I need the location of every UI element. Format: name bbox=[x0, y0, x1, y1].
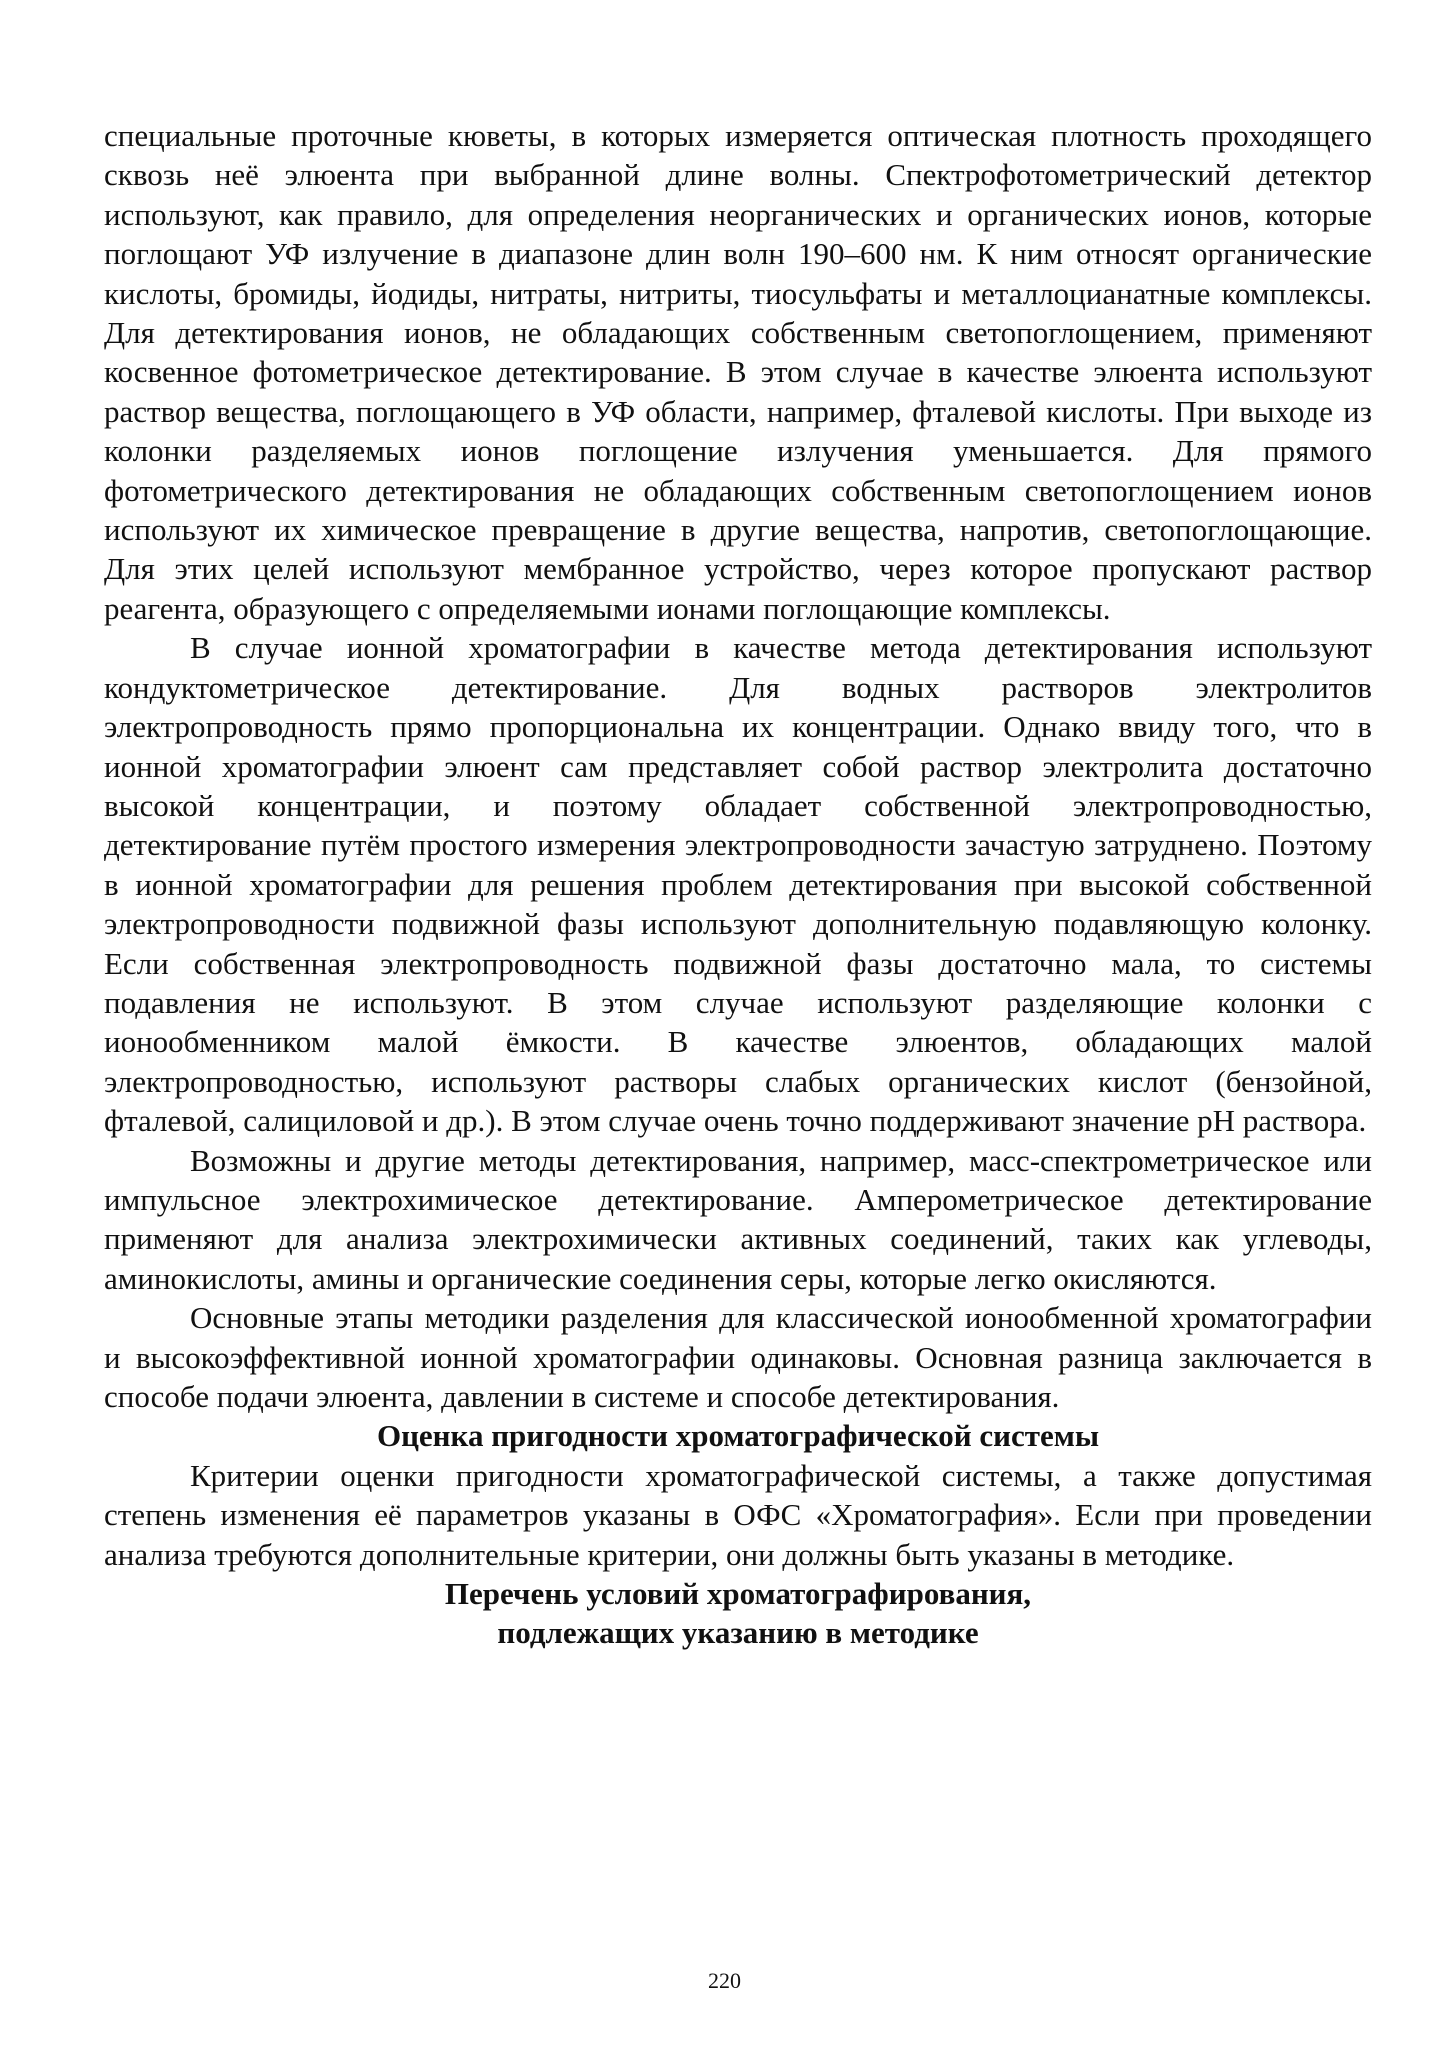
paragraph-other-detection-methods: Возможны и другие методы детектирования, например, масс-спектрометрическое или импульсное электрохимическое детектирование. Амперометрическое детектирование применяют для анализа электрохимически активных соединений, таких как углеводы, аминокислоты, амины и органические соединения серы, которые легко окисляются. bbox=[104, 1142, 1372, 1296]
paragraph-suitability-criteria: Критерии оценки пригодности хроматографической системы, а также допустимая степень изменения её параметров указаны в ОФС «Хроматография». Если при проведении анализа требуются дополнительные критерии, они должны быть указаны в методике. bbox=[104, 1457, 1372, 1572]
heading-conditions-list bbox=[104, 1574, 1372, 1653]
paragraph-conductometric-detection: В случае ионной хроматографии в качестве метода детектирования используют кондуктометрическое детектирование. Для водных растворов электролитов электропроводность прямо пропорциональна их концентрации. Однако ввиду того, что в ионной хроматографии элюент сам представляет собой раствор электролита достаточно высокой концентрации, и поэтому обладает собственной электропроводностью, детектирование путём простого измерения электропроводности зачастую затруднено. Поэтому в ионной хроматографии для решения проблем детектирования при высокой собственной электропроводности подвижной фазы используют дополнительную подавляющую колонку. Если собственная электропроводность подвижной фазы достаточно мала, то системы подавления не используют. В этом случае используют разделяющие колонки с ионообменником малой ёмкости. В качестве элюентов, обладающих малой электропроводностью, используют растворы слабых органических кислот (бензойной, фталевой, салициловой и др.). В этом случае очень точно поддерживают значение pH раствора. bbox=[104, 630, 1372, 1139]
page-number: 220 bbox=[708, 1968, 741, 1993]
heading-conditions-line1: Перечень условий хроматографирования, bbox=[444, 1576, 1032, 1612]
document-page bbox=[104, 116, 1372, 1653]
paragraph-spectrophotometric-detector: специальные проточные кюветы, в которых измеряется оптическая плотность проходящего сквозь неё элюента при выбранной длине волны. Спектрофотометрический детектор используют, как правило, для определения неорганических и органических ионов, которые поглощают УФ излучение в диапазоне длин волн 190–600 нм. К ним относят органические кислоты, бромиды, йодиды, нитраты, нитриты, тиосульфаты и металлоцианатные комплексы. Для детектирования ионов, не обладающих собственным светопоглощением, применяют косвенное фотометрическое детектирование. В этом случае в качестве элюента используют раствор вещества, поглощающего в УФ области, например, фталевой кислоты. При выходе из колонки разделяемых ионов поглощение излучения уменьшается. Для прямого фотометрического детектирования не обладающих собственным светопоглощением ионов используют их химическое превращение в другие вещества, напротив, светопоглощающие. Для этих целей используют мембранное устройство, через которое пропускают раствор реагента, образующего с определяемыми ионами поглощающие комплексы. bbox=[104, 118, 1372, 626]
paragraph-separation-stages: Основные этапы методики разделения для классической ионообменной хроматографии и высокоэффективной ионной хроматографии одинаковы. Основная разница заключается в способе подачи элюента, давлении в системе и способе детектирования. bbox=[104, 1300, 1372, 1414]
heading-conditions-line2: подлежащих указанию в методике bbox=[497, 1615, 979, 1651]
heading-system-suitability: Оценка пригодности хроматографической системы bbox=[376, 1418, 1100, 1454]
